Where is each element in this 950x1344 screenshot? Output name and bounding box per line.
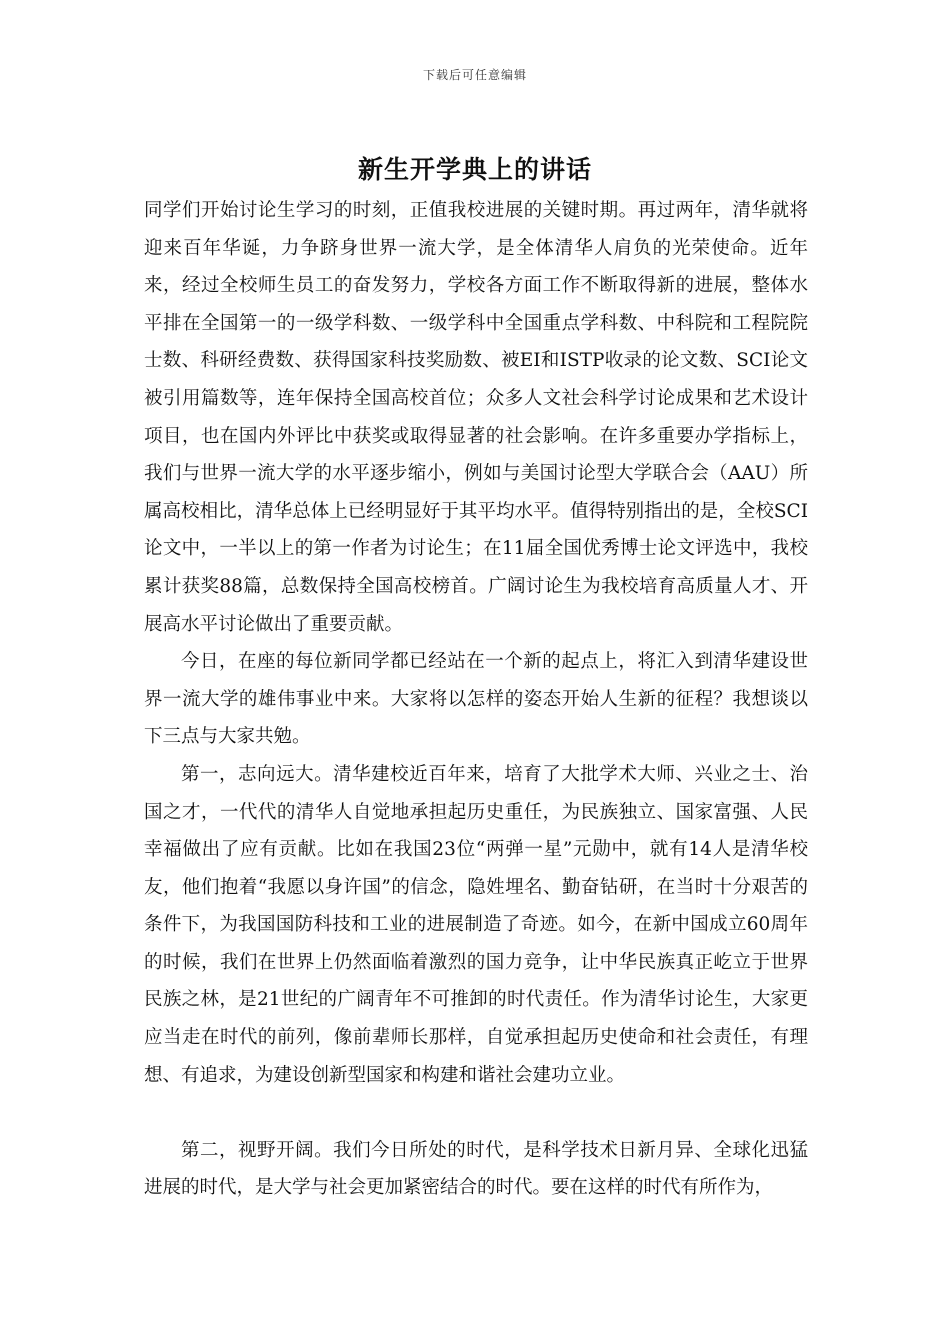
document-body	[144, 192, 808, 1207]
paragraph-point-two: 第二，视野开阔。我们今日所处的时代，是科学技术日新月异、全球化迅猛进展的时代，是大学与社会更加紧密结合的时代。要在这样的时代有所作为，	[144, 1139, 808, 1199]
paragraph-today: 今日，在座的每位新同学都已经站在一个新的起点上，将汇入到清华建设世界一流大学的雄伟事业中来。大家将以怎样的姿态开始人生新的征程？我想谈以下三点与大家共勉。	[144, 651, 808, 748]
paragraph-intro: 同学们开始讨论生学习的时刻，正值我校进展的关键时期。再过两年，清华就将迎来百年华诞，力争跻身世界一流大学，是全体清华人肩负的光荣使命。近年来，经过全校师生员工的奋发努力，学校各方面工作不断取得新的进展，整体水平排在全国第一的一级学科数、一级学科中全国重点学科数、中科院和工程院院士数、科研经费数、获得国家科技奖励数、被EI和ISTP收录的论文数、SCI论文被引用篇数等，连年保持全国高校首位；众多人文社会科学讨论成果和艺术设计项目，也在国内外评比中获奖或取得显著的社会影响。在许多重要办学指标上，我们与世界一流大学的水平逐步缩小，例如与美国讨论型大学联合会（AAU）所属高校相比，清华总体上已经明显好于其平均水平。值得特别指出的是，全校SCI论文中，一半以上的第一作者为讨论生；在11届全国优秀博士论文评选中，我校累计获奖88篇，总数保持全国高校榜首。广阔讨论生为我校培育高质量人才、开展高水平讨论做出了重要贡献。	[144, 200, 808, 635]
document-title: 新生开学典上的讲话	[357, 155, 592, 184]
header-note: 下载后可任意编辑	[422, 68, 527, 82]
paragraph-point-one: 第一，志向远大。清华建校近百年来，培育了大批学术大师、兴业之士、治国之才，一代代的清华人自觉地承担起历史重任，为民族独立、国家富强、人民幸福做出了应有贡献。比如在我国23位“两弹一星”元勋中，就有14人是清华校友，他们抱着“我愿以身许国”的信念，隐姓埋名、勤奋钻研，在当时十分艰苦的条件下，为我国国防科技和工业的进展制造了奇迹。如今，在新中国成立60周年的时候，我们在世界上仍然面临着激烈的国力竞争，让中华民族真正屹立于世界民族之林，是21世纪的广阔青年不可推卸的时代责任。作为清华讨论生，大家更应当走在时代的前列，像前辈师长那样，自觉承担起历史使命和社会责任，有理想、有追求，为建设创新型国家和构建和谐社会建功立业。	[144, 763, 808, 1086]
